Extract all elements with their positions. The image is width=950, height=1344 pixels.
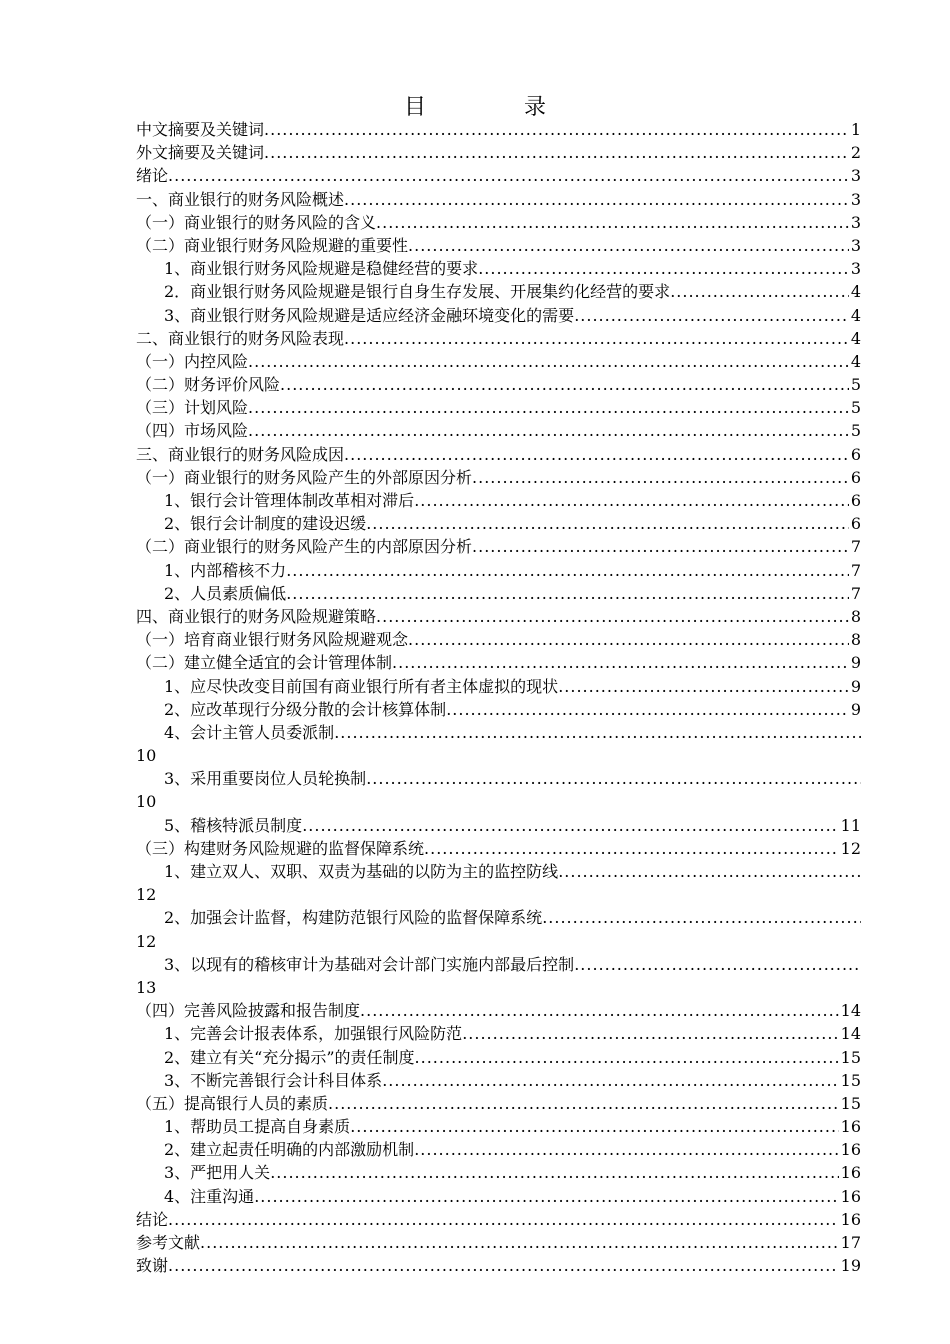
toc-leader-dots [254, 1185, 838, 1208]
toc-entry-text: （五）提高银行人员的素质 [136, 1093, 329, 1113]
toc-entry-text: 四、商业银行的财务风险规避策略 [136, 606, 377, 626]
toc-entry-page: 7 [850, 583, 861, 603]
toc-entry-page: 13 [136, 977, 157, 997]
toc-leader-dots [424, 837, 839, 860]
toc-leader-dots [366, 767, 861, 790]
toc-leader-dots [344, 188, 849, 211]
toc-entry [136, 419, 861, 442]
toc-entry-page: 15 [840, 1093, 861, 1113]
toc-entry [136, 257, 861, 280]
toc-entry-page: 6 [850, 491, 861, 510]
toc-entry-text: 2．商业银行财务风险规避是银行自身生存发展、开展集约化经营的要求 [164, 282, 671, 302]
toc-entry [136, 1115, 861, 1138]
toc-entry-page: 10 [136, 746, 157, 766]
toc-leader-dots [366, 512, 849, 535]
toc-entry-text: （一）商业银行的财务风险的含义 [136, 212, 377, 232]
toc-entry-page: 3 [850, 189, 861, 209]
toc-entry-text: 5、稽核特派员制度 [164, 815, 303, 835]
toc-entry-text: （二）财务评价风险 [136, 375, 281, 395]
toc-entry-text: 1、完善会计报表体系，加强银行风险防范 [164, 1024, 463, 1044]
toc-entry-text: （一）培育商业银行财务风险规避观念 [136, 630, 409, 650]
toc-entry [136, 234, 861, 257]
toc-entry [136, 860, 861, 883]
toc-leader-dots [382, 1069, 838, 1092]
toc-leader-dots [248, 350, 849, 373]
toc-leader-dots [574, 304, 849, 327]
toc-entry-text: 绪论 [136, 166, 169, 186]
toc-leader-dots [168, 1208, 839, 1231]
toc-entry [136, 396, 861, 419]
toc-leader-dots [670, 280, 849, 303]
toc-entry [136, 651, 861, 674]
toc-entry [136, 999, 861, 1022]
toc-entry-page: 5 [850, 375, 861, 395]
toc-leader-dots [472, 466, 849, 489]
toc-entry-page: 9 [850, 676, 861, 696]
toc-entry-page: 9 [850, 653, 861, 673]
toc-leader-dots [408, 628, 849, 651]
toc-entry-page: 12 [136, 885, 157, 905]
toc-entry-text: 1、应尽快改变目前国有商业银行所有者主体虚拟的现状 [164, 676, 559, 696]
toc-entry-page-wrapped [136, 790, 861, 813]
toc-entry-page: 16 [840, 1163, 861, 1183]
toc-entry [136, 1138, 861, 1161]
toc-entry [136, 1069, 861, 1092]
table-of-contents [136, 118, 861, 1277]
toc-entry-page: 16 [840, 1117, 861, 1137]
toc-entry [136, 814, 861, 837]
toc-entry-page: 19 [840, 1256, 861, 1276]
toc-entry-text: 结论 [136, 1209, 169, 1229]
toc-entry-text: 1、银行会计管理体制改革相对滞后 [164, 491, 415, 510]
toc-leader-dots [200, 1231, 839, 1254]
toc-entry [136, 698, 861, 721]
toc-entry [136, 559, 861, 582]
toc-entry-text: （四）市场风险 [136, 421, 249, 441]
toc-entry [136, 535, 861, 558]
toc-entry-page: 12 [136, 931, 157, 951]
toc-entry-text: 中文摘要及关键词 [136, 120, 265, 139]
toc-entry [136, 188, 861, 211]
toc-leader-dots [344, 443, 849, 466]
toc-leader-dots [414, 1138, 838, 1161]
toc-entry-page: 14 [840, 1024, 861, 1044]
toc-leader-dots [264, 141, 849, 164]
toc-entry [136, 721, 861, 744]
toc-entry-text: 1、帮助员工提高自身素质 [164, 1117, 351, 1137]
toc-entry-page: 7 [850, 560, 861, 580]
toc-leader-dots [542, 906, 861, 929]
toc-entry-page: 6 [850, 444, 861, 464]
toc-entry [136, 211, 861, 234]
toc-entry-text: 3、不断完善银行会计科目体系 [164, 1070, 383, 1090]
toc-entry [136, 1185, 861, 1208]
toc-leader-dots [168, 164, 849, 187]
toc-entry [136, 304, 861, 327]
toc-leader-dots [376, 605, 849, 628]
toc-entry-text: 2、建立有关“充分揭示”的责任制度 [164, 1047, 415, 1067]
toc-entry-text: 3、以现有的稽核审计为基础对会计部门实施内部最后控制 [164, 954, 575, 974]
toc-leader-dots [478, 257, 849, 280]
toc-entry [136, 628, 861, 651]
toc-leader-dots [168, 1254, 839, 1277]
toc-entry-text: 2、加强会计监督，构建防范银行风险的监督保障系统 [164, 908, 543, 928]
toc-entry-page-wrapped [136, 976, 861, 999]
toc-entry [136, 327, 861, 350]
toc-entry [136, 280, 861, 303]
toc-entry [136, 1092, 861, 1115]
toc-entry [136, 1208, 861, 1231]
toc-leader-dots [350, 1115, 838, 1138]
toc-entry-text: （三）构建财务风险规避的监督保障系统 [136, 838, 425, 858]
toc-leader-dots [280, 373, 849, 396]
toc-entry-text: 3、商业银行财务风险规避是适应经济金融环境变化的需要 [164, 305, 575, 325]
toc-entry-page: 4 [850, 282, 861, 302]
toc-leader-dots [415, 1046, 839, 1069]
toc-entry-page-wrapped [136, 744, 861, 767]
toc-entry-page: 10 [136, 792, 157, 812]
toc-entry-text: 2、人员素质偏低 [164, 583, 287, 603]
toc-entry [136, 767, 861, 790]
toc-leader-dots [248, 419, 849, 442]
toc-entry-page: 3 [850, 212, 861, 232]
toc-entry-text: 1、内部稽核不力 [164, 560, 287, 580]
toc-entry-page: 6 [850, 514, 861, 534]
toc-entry-page: 5 [850, 421, 861, 441]
toc-entry [136, 141, 861, 164]
toc-entry-page: 14 [840, 1001, 861, 1021]
toc-entry-text: 外文摘要及关键词 [136, 143, 265, 163]
toc-leader-dots [286, 582, 849, 605]
toc-entry-page: 16 [840, 1209, 861, 1229]
toc-entry-page: 12 [840, 838, 861, 858]
toc-entry [136, 837, 861, 860]
toc-leader-dots [270, 1161, 838, 1184]
toc-entry-page-wrapped [136, 883, 861, 906]
toc-entry-text: （一）商业银行的财务风险产生的外部原因分析 [136, 467, 473, 487]
toc-leader-dots [376, 211, 849, 234]
toc-entry-text: 三、商业银行的财务风险成因 [136, 444, 345, 464]
toc-entry-text: 2、银行会计制度的建设迟缓 [164, 514, 367, 534]
toc-entry-page-wrapped [136, 930, 861, 953]
toc-leader-dots [334, 721, 861, 744]
toc-leader-dots [446, 698, 849, 721]
toc-entry [136, 118, 861, 141]
toc-entry-text: （一）内控风险 [136, 351, 249, 371]
toc-entry-text: 参考文献 [136, 1233, 201, 1252]
toc-leader-dots [302, 814, 838, 837]
toc-entry-page: 3 [850, 259, 861, 279]
toc-entry-page: 8 [850, 606, 861, 626]
toc-entry [136, 350, 861, 373]
toc-entry [136, 443, 861, 466]
toc-leader-dots [558, 675, 849, 698]
toc-entry-page: 5 [850, 398, 861, 418]
toc-entry-page: 15 [840, 1070, 861, 1090]
toc-entry-text: 3、严把用人关 [164, 1163, 271, 1183]
toc-leader-dots [248, 396, 849, 419]
toc-leader-dots [392, 651, 849, 674]
toc-entry-text: 4、注重沟通 [164, 1186, 255, 1206]
toc-entry [136, 466, 861, 489]
toc-entry-page: 16 [840, 1140, 861, 1160]
toc-entry-text: （二）商业银行的财务风险产生的内部原因分析 [136, 537, 473, 557]
toc-entry-page: 17 [840, 1233, 861, 1252]
toc-entry-text: 一、商业银行的财务风险概述 [136, 189, 345, 209]
toc-leader-dots [472, 535, 849, 558]
toc-entry-page: 9 [850, 699, 861, 719]
toc-entry [136, 489, 861, 512]
toc-leader-dots [462, 1022, 838, 1045]
toc-leader-dots [408, 234, 849, 257]
toc-entry-text: （四）完善风险披露和报告制度 [136, 1001, 361, 1021]
toc-entry [136, 1231, 861, 1254]
toc-entry-page: 4 [850, 305, 861, 325]
toc-entry [136, 1161, 861, 1184]
toc-entry-text: 二、商业银行的财务风险表现 [136, 328, 345, 348]
toc-entry-text: 1、建立双人、双职、双责为基础的以防为主的监控防线 [164, 862, 559, 881]
toc-entry [136, 1022, 861, 1045]
toc-entry [136, 675, 861, 698]
toc-entry [136, 373, 861, 396]
toc-entry-page: 6 [850, 467, 861, 487]
toc-leader-dots [574, 953, 861, 976]
toc-leader-dots [328, 1092, 839, 1115]
toc-entry-page: 8 [850, 630, 861, 650]
toc-entry-page: 4 [850, 351, 861, 371]
toc-entry-text: 1、商业银行财务风险规避是稳健经营的要求 [164, 259, 479, 279]
toc-entry [136, 906, 861, 929]
toc-entry-text: 4、会计主管人员委派制 [164, 722, 335, 742]
toc-entry-text: 2、建立起责任明确的内部激励机制 [164, 1140, 415, 1160]
toc-entry-page: 4 [850, 328, 861, 348]
toc-leader-dots [558, 860, 861, 883]
toc-entry-page: 7 [850, 537, 861, 557]
toc-leader-dots [360, 999, 839, 1022]
toc-entry-page: 15 [840, 1047, 861, 1067]
toc-entry [136, 1046, 861, 1069]
toc-entry [136, 953, 861, 976]
toc-entry [136, 1254, 861, 1277]
toc-entry-page: 11 [840, 815, 861, 835]
toc-leader-dots [344, 327, 849, 350]
toc-leader-dots [264, 118, 849, 141]
toc-entry-page: 16 [840, 1186, 861, 1206]
toc-entry [136, 605, 861, 628]
toc-entry [136, 512, 861, 535]
toc-entry [136, 582, 861, 605]
toc-entry-text: （二）建立健全适宜的会计管理体制 [136, 653, 393, 673]
toc-entry-page: 3 [850, 166, 861, 186]
toc-title: 目 录 [403, 95, 584, 120]
toc-leader-dots [286, 559, 849, 582]
toc-entry-page: 2 [850, 143, 861, 163]
toc-entry-text: 3、采用重要岗位人员轮换制 [164, 769, 367, 789]
toc-entry-page: 1 [850, 120, 861, 139]
toc-entry-text: （二）商业银行财务风险规避的重要性 [136, 235, 409, 255]
toc-entry-text: 致谢 [136, 1256, 169, 1276]
toc-entry [136, 164, 861, 187]
toc-entry-text: 2、应改革现行分级分散的会计核算体制 [164, 699, 447, 719]
toc-entry-page: 3 [850, 235, 861, 255]
toc-entry-text: （三）计划风险 [136, 398, 249, 418]
toc-leader-dots [414, 489, 849, 512]
